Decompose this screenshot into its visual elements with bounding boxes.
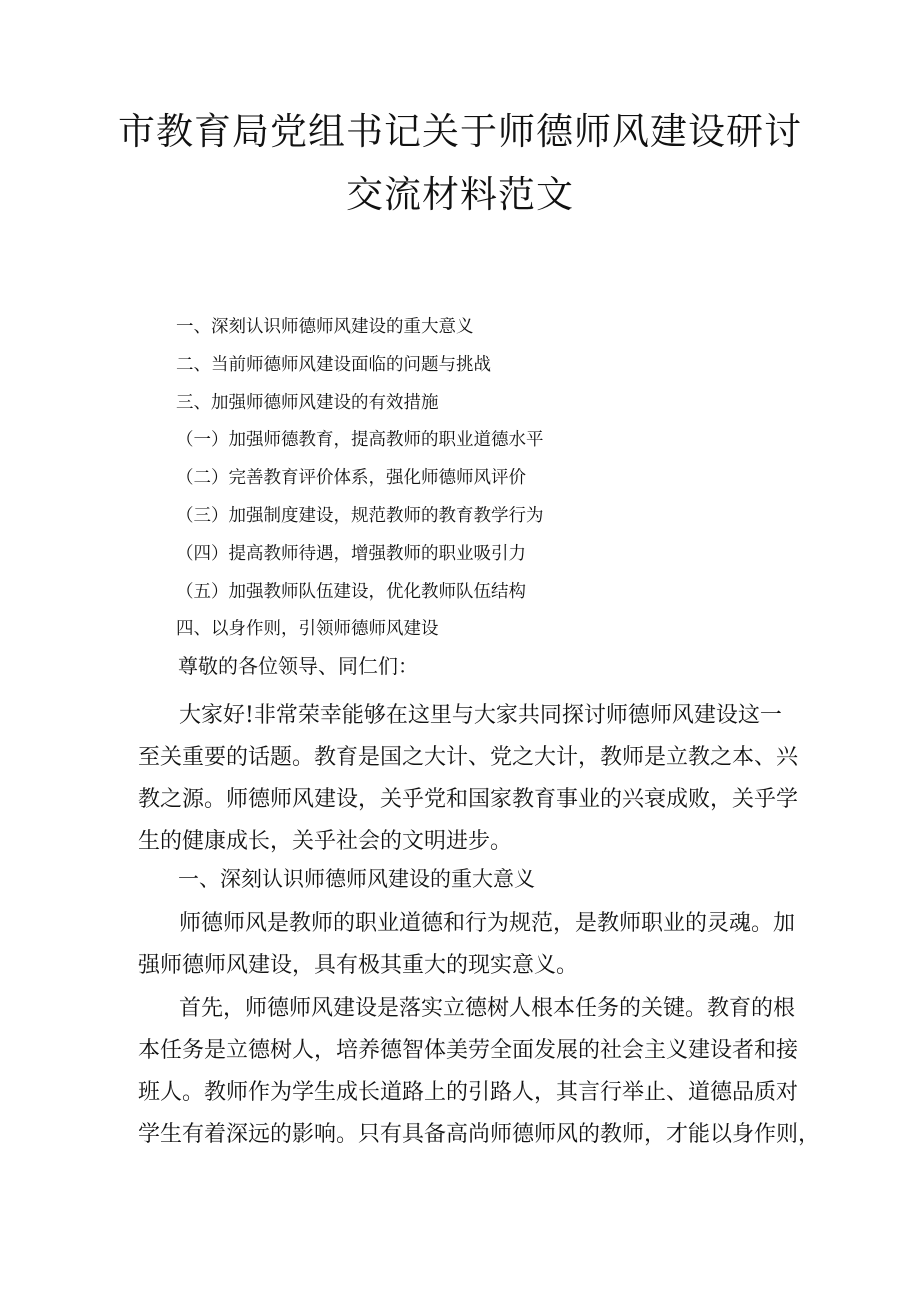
toc-item: （一）加强师德教育，提高教师的职业道德水平	[176, 430, 544, 451]
intro-line: 教之源。师德师风建设，关乎党和国家教育事业的兴衰成败，关乎学	[138, 787, 799, 812]
first-point-line: 学生有着深远的影响。只有具备高尚师德师风的教师，才能以身作则，	[138, 1122, 821, 1147]
first-point-paragraph	[138, 988, 821, 1156]
intro-paragraph	[138, 695, 799, 863]
toc-item: 一、深刻认识师德师风建设的重大意义	[176, 317, 474, 337]
toc-item: （五）加强教师队伍建设，优化教师队伍结构	[176, 581, 526, 602]
definition-line: 师德师风是教师的职业道德和行为规范，是教师职业的灵魂。加	[179, 911, 796, 936]
toc-item: （四）提高教师待遇，增强教师的职业吸引力	[176, 543, 526, 564]
document-title-line-2: 交流材料范文	[346, 173, 574, 216]
toc-item: 四、以身作则，引领师德师风建设	[176, 619, 439, 640]
definition-line: 强师德师风建设，具有极其重大的现实意义。	[138, 953, 579, 978]
toc-item: 二、当前师德师风建设面临的问题与挑战	[176, 354, 491, 375]
first-point-line: 班人。教师作为学生成长道路上的引路人，其言行举止、道德品质对	[138, 1080, 799, 1105]
section-heading: 一、深刻认识师德师风建设的重大意义	[178, 867, 535, 891]
toc-item: 三、加强师德师风建设的有效措施	[176, 392, 439, 413]
salutation: 尊敬的各位领导、同仁们：	[178, 654, 418, 678]
first-point-line: 首先，师德师风建设是落实立德树人根本任务的关键。教育的根	[179, 996, 796, 1021]
document-title-line-1: 市教育局党组书记关于师德师风建设研讨	[118, 110, 802, 153]
intro-line: 至关重要的话题。教育是国之大计、党之大计，教师是立教之本、兴	[138, 745, 799, 770]
definition-paragraph	[138, 903, 796, 987]
intro-line: 大家好!非常荣幸能够在这里与大家共同探讨师德师风建设这一	[179, 703, 782, 728]
toc-item: （二）完善教育评价体系，强化师德师风评价	[176, 468, 526, 489]
table-of-contents	[176, 315, 544, 655]
toc-item: （三）加强制度建设，规范教师的教育教学行为	[176, 505, 544, 526]
first-point-line: 本任务是立德树人，培养德智体美劳全面发展的社会主义建设者和接	[138, 1038, 799, 1063]
intro-line: 生的健康成长，关乎社会的文明进步。	[138, 829, 513, 854]
